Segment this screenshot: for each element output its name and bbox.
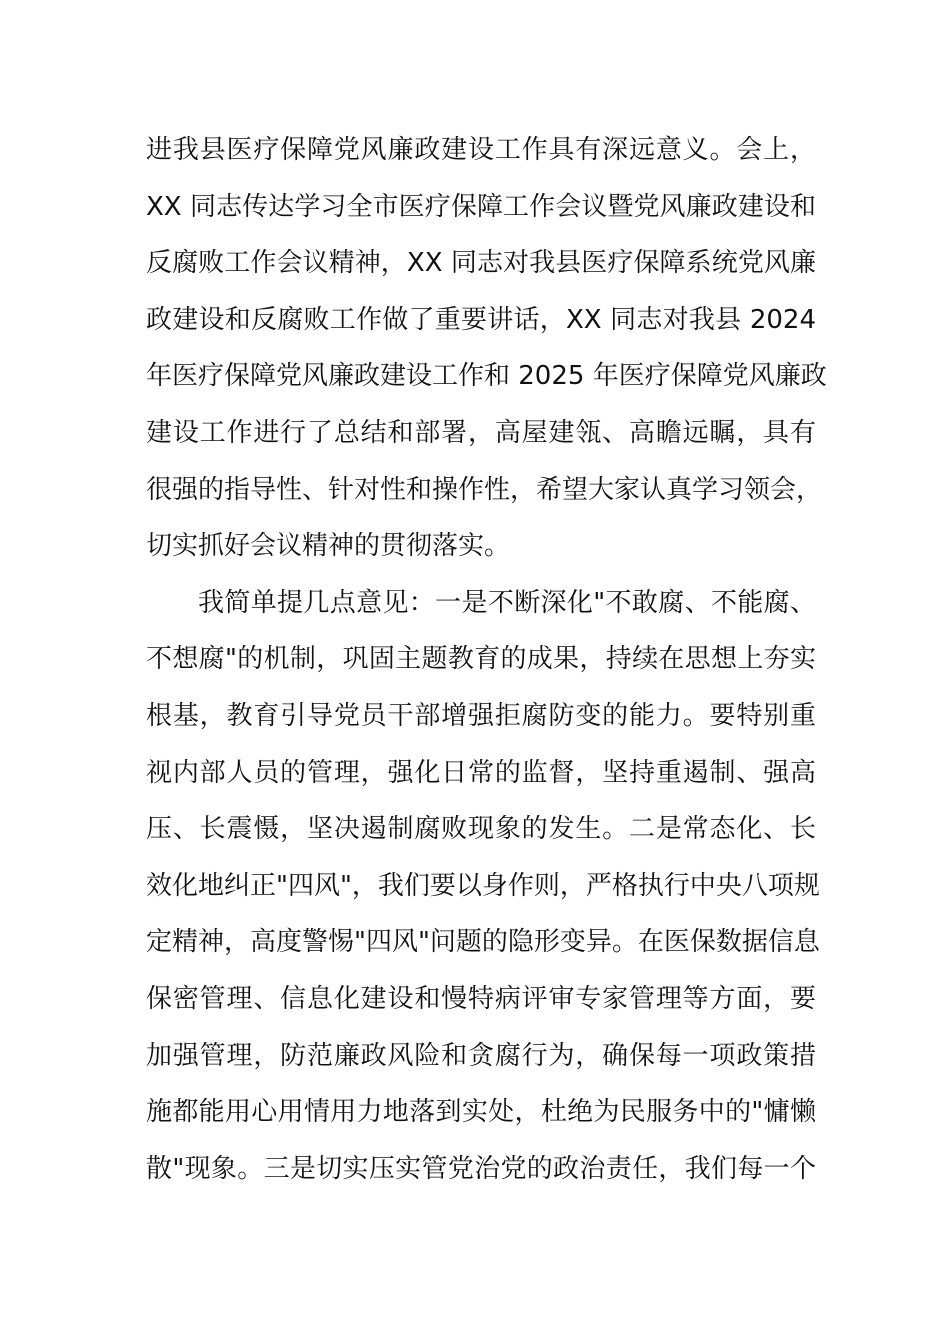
text-line: 建设工作进行了总结和部署，高屋建瓴、高瞻远瞩，具有 bbox=[146, 417, 816, 448]
text-line: XX 同志传达学习全市医疗保障工作会议暨党风廉政建设和 bbox=[146, 191, 816, 222]
text-line: 视内部人员的管理，强化日常的监督，坚持重遏制、强高 bbox=[146, 757, 816, 788]
text-line: 年医疗保障党风廉政建设工作和 2025 年医疗保障党风廉政 bbox=[146, 361, 827, 392]
text-line: 根基，教育引导党员干部增强拒腐防变的能力。要特别重 bbox=[146, 700, 816, 731]
text-line: 很强的指导性、针对性和操作性，希望大家认真学习领会， bbox=[146, 474, 823, 505]
body-text bbox=[146, 128, 827, 1203]
text-line: 压、长震慑，坚决遏制腐败现象的发生。二是常态化、长 bbox=[146, 814, 816, 845]
text-line: 加强管理，防范廉政风险和贪腐行为，确保每一项政策措 bbox=[146, 1040, 816, 1071]
text-line: 施都能用心用情用力地落到实处，杜绝为民服务中的"慵懒 bbox=[146, 1097, 816, 1128]
paragraph-first-line: 我简单提几点意见：一是不断深化"不敢腐、不能腐、 bbox=[198, 587, 816, 618]
text-line: 进我县医疗保障党风廉政建设工作具有深远意义。会上， bbox=[146, 135, 816, 165]
text-line: 切实抓好会议精神的贯彻落实。 bbox=[146, 531, 511, 562]
text-line: 不想腐"的机制，巩固主题教育的成果，持续在思想上夯实 bbox=[146, 644, 816, 675]
text-line: 定精神，高度警惕"四风"问题的隐形变异。在医保数据信息 bbox=[146, 927, 820, 958]
text-line: 保密管理、信息化建设和慢特病评审专家管理等方面，要 bbox=[146, 983, 816, 1014]
text-line: 政建设和反腐败工作做了重要讲话，XX 同志对我县 2024 bbox=[146, 304, 816, 335]
text-line: 散"现象。三是切实压实管党治党的政治责任，我们每一个 bbox=[146, 1153, 816, 1184]
text-line: 效化地纠正"四风"，我们要以身作则，严格执行中央八项规 bbox=[146, 870, 820, 901]
text-line: 反腐败工作会议精神，XX 同志对我县医疗保障系统党风廉 bbox=[146, 248, 816, 279]
